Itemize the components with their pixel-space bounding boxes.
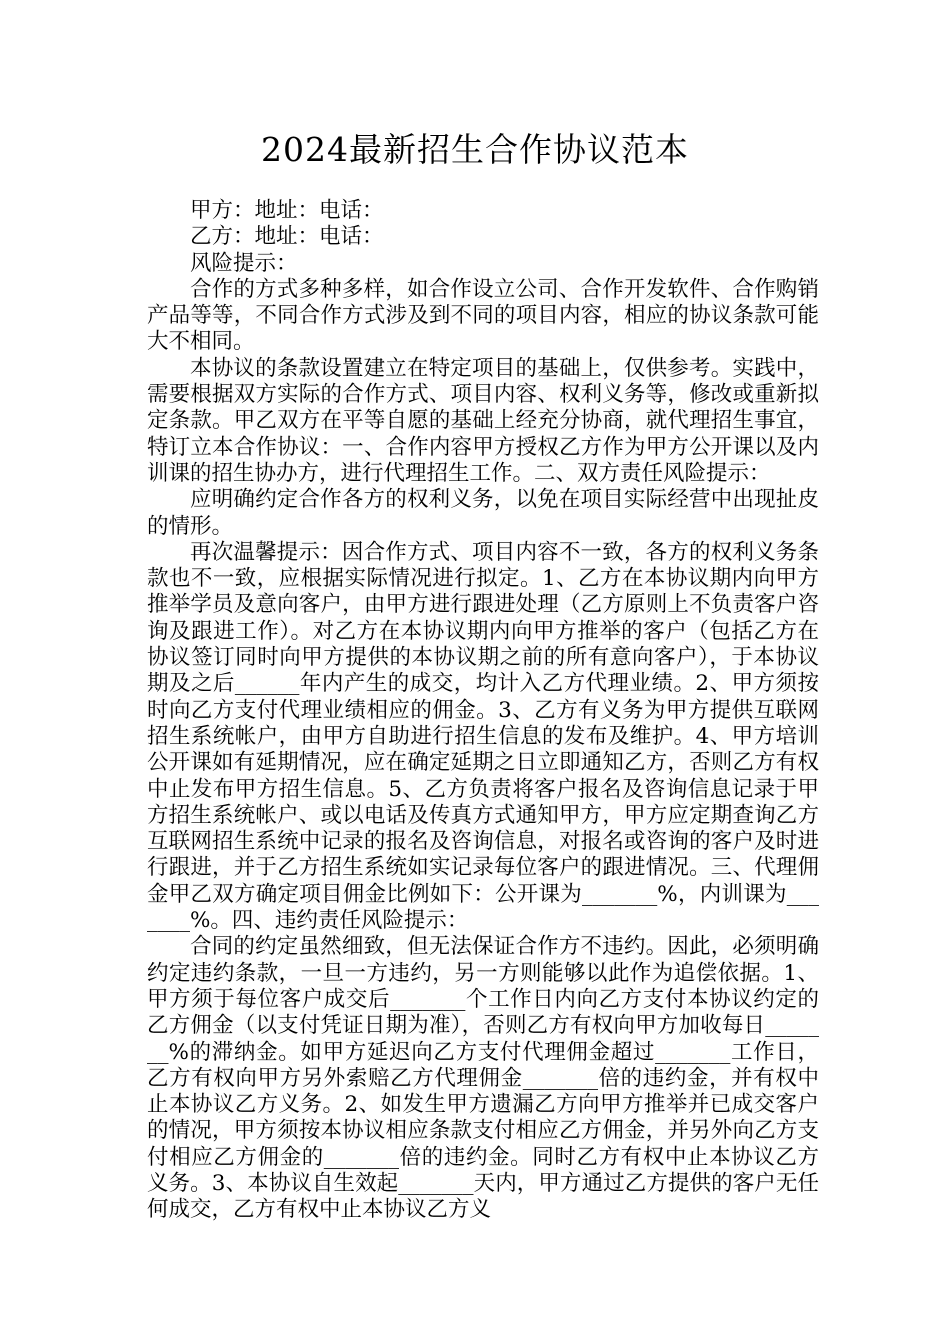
document-body xyxy=(147,198,819,1224)
paragraph: 再次温馨提示：因合作方式、项目内容不一致，各方的权利义务条款也不一致，应根据实际情况进行拟定。1、乙方在本协议期内向甲方推举学员及意向客户，由甲方进行跟进处理（乙方原则上不负责客户咨询及跟进工作）。对乙方在本协议期内向甲方推举的客户（包括乙方在协议签订同时向甲方提供的本协议期之前的所有意向客户），于本协议期及之后______年内产生的成交，均计入乙方代理业绩。2、甲方须按时向乙方支付代理业绩相应的佣金。3、乙方有义务为甲方提供互联网招生系统帐户，由甲方自助进行招生信息的发布及维护。4、甲方培训公开课如有延期情况，应在确定延期之日立即通知乙方，否则乙方有权中止发布甲方招生信息。5、乙方负责将客户报名及咨询信息记录于甲方招生系统帐户、或以电话及传真方式通知甲方，甲方应定期查询乙方互联网招生系统中记录的报名及咨询信息，对报名或咨询的客户及时进行跟进，并于乙方招生系统如实记录每位客户的跟进情况。三、代理佣金甲乙双方确定项目佣金比例如下：公开课为_______%，内训课为_______%。四、违约责任风险提示： xyxy=(147,539,819,934)
risk-notice-heading: 风险提示： xyxy=(190,250,298,276)
party-a-line: 甲方：地址：电话： xyxy=(190,198,384,223)
paragraph: 合作的方式多种多样，如合作设立公司、合作开发软件、合作购销产品等等，不同合作方式涉及到不同的项目内容，相应的协议条款可能大不相同。 xyxy=(147,276,819,355)
document-title: 2024最新招生合作协议范本 xyxy=(261,130,689,169)
party-b-line: 乙方：地址：电话： xyxy=(190,224,384,250)
paragraph: 合同的约定虽然细致，但无法保证合作方不违约。因此，必须明确约定违约条款，一旦一方违约，另一方则能够以此作为追偿依据。1、甲方须于每位客户成交后_______个工作日内向乙方支付本协议约定的乙方佣金（以支付凭证日期为准），否则乙方有权向甲方加收每日_______%的滞纳金。如甲方延迟向乙方支付代理佣金超过_______工作日，乙方有权向甲方另外索赔乙方代理佣金_______倍的违约金，并有权中止本协议乙方义务。2、如发生甲方遗漏乙方向甲方推举并已成交客户的情况，甲方须按本协议相应条款支付相应乙方佣金，并另外向乙方支付相应乙方佣金的_______倍的违约金。同时乙方有权中止本协议乙方义务。3、本协议自生效起_______天内，甲方通过乙方提供的客户无任何成交，乙方有权中止本协议乙方义 xyxy=(147,934,819,1223)
paragraph: 本协议的条款设置建立在特定项目的基础上，仅供参考。实践中，需要根据双方实际的合作方式、项目内容、权利义务等，修改或重新拟定条款。甲乙双方在平等自愿的基础上经充分协商，就代理招生事宜，特订立本合作协议：一、合作内容甲方授权乙方作为甲方公开课以及内训课的招生协办方，进行代理招生工作。二、双方责任风险提示： xyxy=(147,355,819,486)
paragraph: 应明确约定合作各方的权利义务，以免在项目实际经营中出现扯皮的情形。 xyxy=(147,487,819,539)
